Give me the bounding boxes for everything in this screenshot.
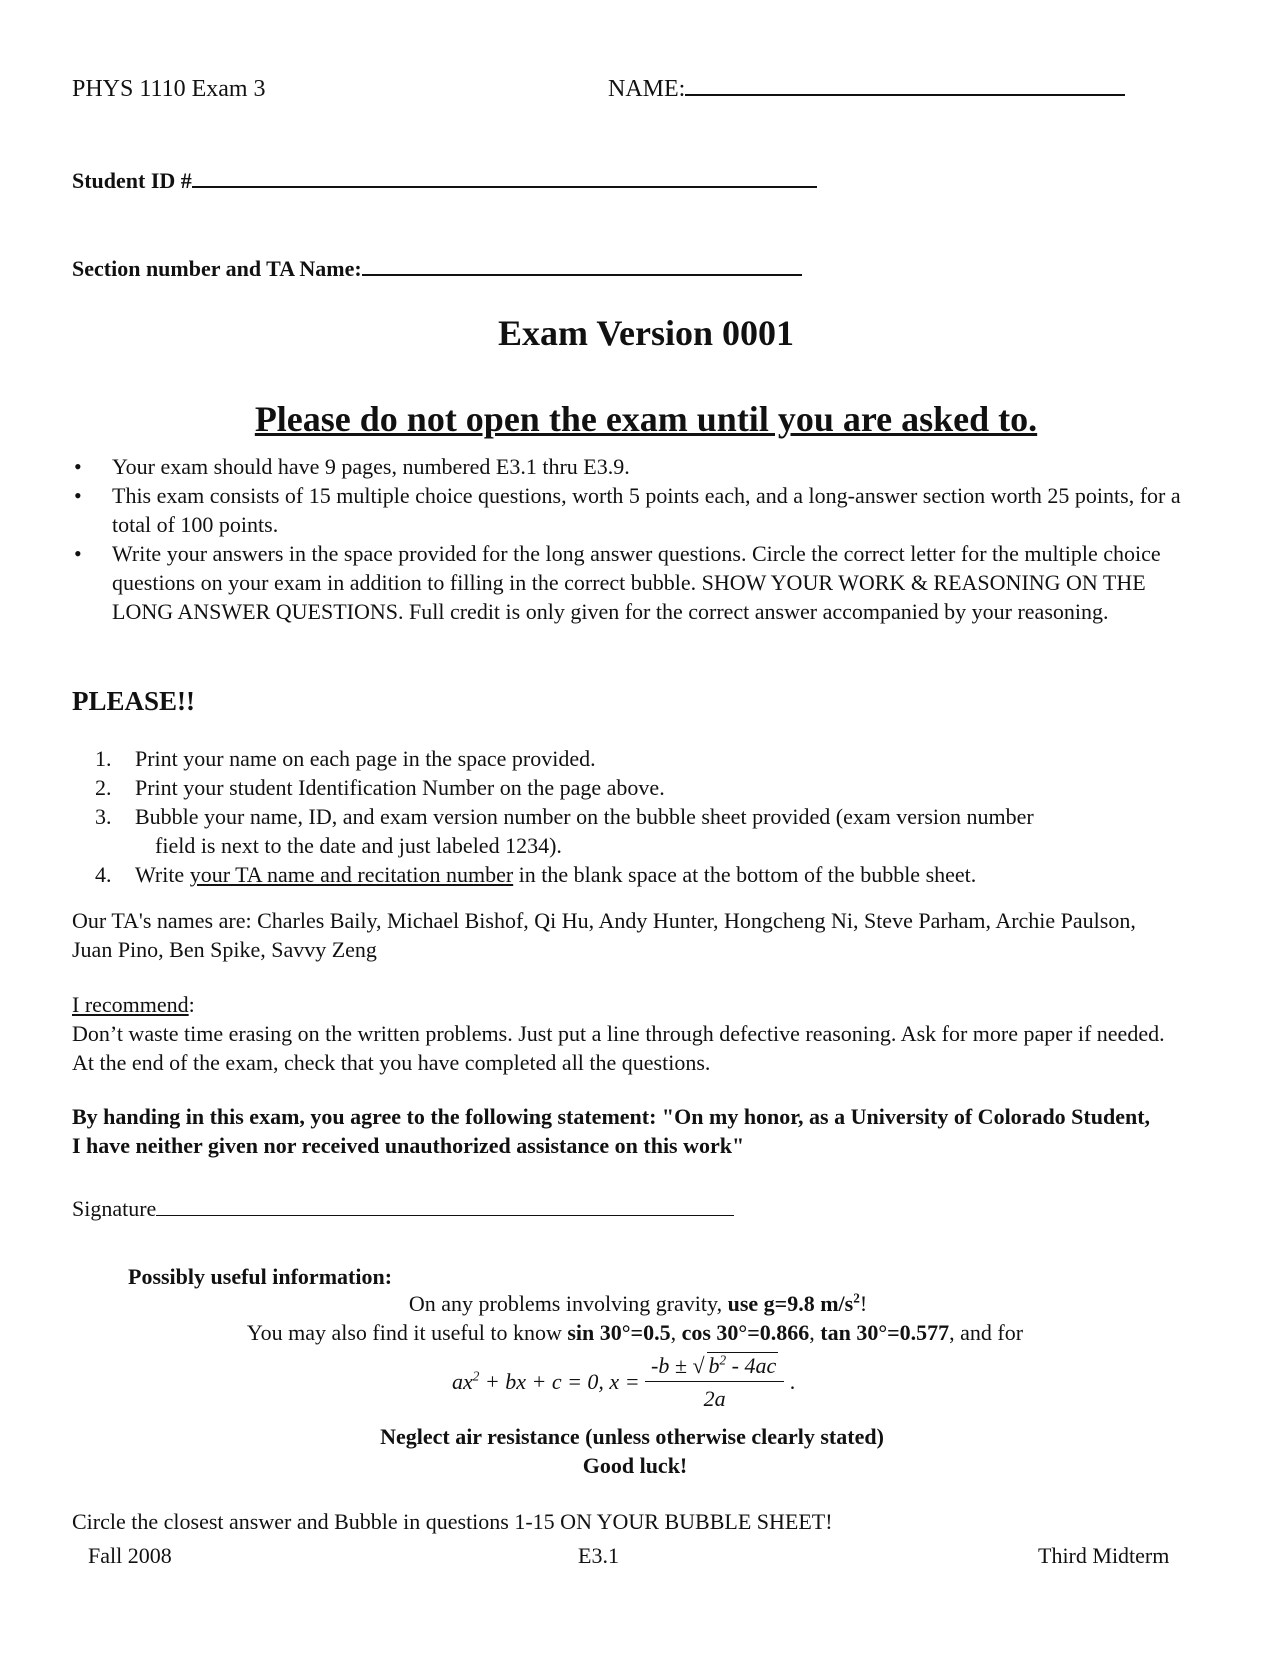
signature-field[interactable] (72, 1196, 734, 1222)
section-ta-field[interactable] (72, 256, 802, 282)
section-ta-blank[interactable] (362, 274, 802, 276)
gravity-exponent: 2 (853, 1290, 860, 1306)
list-item: • This exam consists of 15 multiple choice questions, worth 5 points each, and a long-answer section worth 25 points, for a total of 100 points. (72, 481, 1202, 539)
footer-page-number: E3.1 (578, 1543, 619, 1568)
trig-post: , and for (949, 1320, 1024, 1345)
item-text-underlined: your TA name and recitation number (189, 862, 514, 887)
list-item (95, 860, 1205, 889)
item-text: in the blank space at the bottom of the bubble sheet. (513, 862, 977, 887)
honor-statement: By handing in this exam, you agree to the following statement: "On my honor, as a University of Colorado Student, I have neither given nor received unauthorized assistance on this work" (72, 1104, 1151, 1158)
list-item (95, 773, 1205, 802)
gravity-post: ! (859, 1291, 868, 1316)
instructions-list (95, 744, 1205, 889)
trig-comma: , (809, 1320, 821, 1345)
eq-lhs: ax (452, 1369, 473, 1394)
neglect-air-resistance: Neglect air resistance (unless otherwise clearly stated) (380, 1424, 884, 1449)
item-text: Print your name on each page in the space provided. (135, 746, 596, 771)
gravity-value: use g=9.8 m/s (727, 1291, 854, 1316)
list-item: • Your exam should have 9 pages, numbered E3.1 thru E3.9. (72, 452, 1202, 481)
recommend-heading (72, 990, 1212, 1019)
item-text: Bubble your name, ID, and exam version number on the bubble sheet provided (exam version number (135, 804, 1034, 829)
exam-rules-list (72, 452, 1202, 626)
item-number: 1. (95, 746, 112, 771)
trig-pre: You may also find it useful to know (246, 1320, 568, 1345)
sqrt-icon: √ (692, 1353, 705, 1378)
item-number: 2. (95, 775, 112, 800)
student-id-label: Student ID # (72, 168, 192, 193)
name-field[interactable] (608, 76, 1125, 103)
course-title: PHYS 1110 Exam 3 (72, 76, 266, 102)
signature-blank[interactable] (156, 1215, 734, 1216)
student-id-blank[interactable] (192, 186, 817, 188)
eq-sqrt-exponent: 2 (719, 1352, 727, 1368)
student-id-field[interactable] (72, 168, 817, 194)
exam-version-title: Exam Version 0001 (497, 313, 795, 353)
footer-term: Fall 2008 (88, 1543, 172, 1568)
eq-numerator (645, 1352, 784, 1382)
eq-fraction (645, 1352, 784, 1412)
quadratic-formula (452, 1352, 795, 1412)
eq-num-pre: -b ± (651, 1353, 693, 1378)
sin-value: sin 30°=0.5 (567, 1320, 671, 1345)
tan-value: tan 30°=0.577 (820, 1320, 950, 1345)
eq-denominator: 2a (703, 1386, 726, 1411)
eq-lhs-exponent: 2 (472, 1368, 480, 1384)
list-item (95, 802, 1205, 860)
recommend-colon: : (188, 992, 195, 1017)
please-heading: PLEASE!! (72, 686, 196, 716)
eq-sqrt-rest: - 4ac (726, 1353, 777, 1378)
ta-names: Our TA's names are: Charles Baily, Michael Bishof, Qi Hu, Andy Hunter, Hongcheng Ni, Steve Parham, Archie Paulson, Juan Pino, Ben Spike, Savvy Zeng (72, 908, 1136, 962)
footer-exam-name: Third Midterm (1038, 1543, 1170, 1568)
item-number: 3. (95, 804, 112, 829)
signature-label: Signature (72, 1196, 157, 1221)
bubble-instruction: Circle the closest answer and Bubble in questions 1-15 ON YOUR BUBBLE SHEET! (72, 1509, 833, 1534)
eq-end: . (789, 1369, 796, 1394)
list-item (95, 744, 1205, 773)
eq-sqrt-b: b (708, 1353, 720, 1378)
gravity-line (0, 1291, 1278, 1317)
recommend-label: I recommend (72, 992, 189, 1017)
section-ta-label: Section number and TA Name: (72, 256, 362, 281)
item-text: Print your student Identification Number on the page above. (135, 775, 665, 800)
item-text: Write (135, 862, 190, 887)
eq-rest: + bx + c = 0, x = (479, 1369, 646, 1394)
trig-comma: , (670, 1320, 682, 1345)
good-luck: Good luck! (582, 1453, 688, 1478)
trig-line (0, 1320, 1275, 1346)
notice-heading: Please do not open the exam until you are asked to. (254, 399, 1038, 439)
item-text-continued: field is next to the date and just labeled 1234). (155, 833, 562, 858)
item-number: 4. (95, 862, 112, 887)
list-item: • Write your answers in the space provided for the long answer questions. Circle the correct letter for the multiple choice questions on your exam in addition to filling in the correct bubble. SHOW YOUR WORK & REASONING ON THE LONG ANSWER QUESTIONS. Full credit is only given for the correct answer accompanied by your reasoning. (72, 539, 1202, 626)
gravity-pre: On any problems involving gravity, (408, 1291, 728, 1316)
name-label: NAME: (608, 76, 686, 102)
eq-radicand (707, 1352, 779, 1379)
name-blank[interactable] (685, 94, 1125, 96)
useful-info-heading: Possibly useful information: (128, 1264, 393, 1289)
cos-value: cos 30°=0.866 (681, 1320, 810, 1345)
recommend-text: Don’t waste time erasing on the written problems. Just put a line through defective reasoning. Ask for more paper if needed. At the end of the exam, check that you have completed all the questions. (72, 1021, 1165, 1075)
